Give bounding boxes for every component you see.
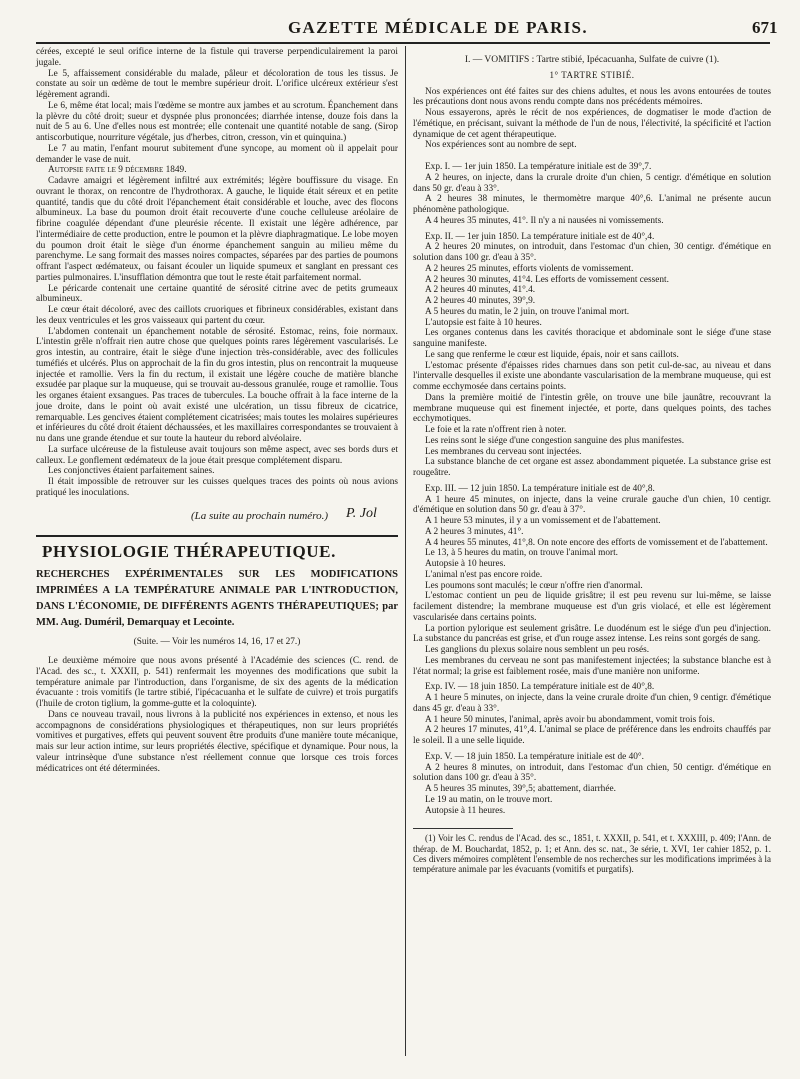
page-header: [0, 0, 800, 44]
experiment-list: [413, 162, 771, 816]
signature: P. Jol: [346, 505, 377, 521]
footnote-rule: [413, 828, 513, 829]
article-subtitle: (Suite. — Voir les numéros 14, 16, 17 et 27.): [133, 637, 301, 648]
right-column: [413, 47, 771, 875]
paragraph: cérées, excepté le seul orifice interne de la fistule qui traverse perpendiculairement la paroi jugale.: [36, 47, 398, 68]
subheading: 1° TARTRE STIBIÉ.: [549, 69, 635, 80]
experiment-line: L'estomac contient un peu de liquide grisâtre; il est peu revenu sur lui-même, se laisse facilement distendre; la membrane muqueuse est d'un gris violacé, et elle est légèrement vascularisée dans certains points.: [413, 591, 771, 623]
column-divider: [405, 46, 406, 1056]
experiment-line: Les membranes du cerveau ne sont pas manifestement injectées; la substance blanche est à l'état normal; la grise est faiblement rosée, mais d'une manière non uniforme.: [413, 655, 771, 677]
experiment-line: A 2 heures 25 minutes, efforts violents de vomissement.: [425, 263, 634, 274]
continuation-row: [36, 507, 398, 527]
experiment-line: A 2 heures 3 minutes, 41°.: [425, 526, 524, 537]
paragraph: Le 6, même état local; mais l'œdème se montre aux jambes et au scrotum. Épanchement dans la plèvre du côté droit; sueur et dyspnée plus prononcées; diarrhée intense, douze fois dans la nuit de 5 au 6. Une d'elles nous est montrée; elle contenait une quantité notable de sang. (Sirop antiscorbutique, nourriture végétale, jus d'herbes, citron, cresson, vin et quinquina.): [36, 100, 398, 143]
experiment-line: Le sang que renferme le cœur est liquide, épais, noir et sans caillots.: [425, 349, 679, 360]
experiment-line: Autopsie à 11 heures.: [425, 805, 506, 816]
experiment-line: A 5 heures du matin, le 2 juin, on trouve l'animal mort.: [425, 306, 630, 317]
experiment-line: Les ganglions du plexus solaire nous semblent un peu rosés.: [425, 645, 650, 655]
experiment-line: A 2 heures 20 minutes, on introduit, dans l'estomac d'un chien, 30 centigr. d'émétique en solution dans 100 gr. d'eau à 35°.: [413, 242, 771, 263]
paragraph: Il était impossible de retrouver sur les cuisses quelques traces des points où nous avions pratiqué les inoculations.: [36, 477, 398, 498]
experiment-line: A 1 heure 5 minutes, on injecte, dans la veine crurale droite d'un chien, 9 centigr. d'émétique dans 45 gr. d'eau à 33°.: [413, 693, 771, 714]
left-column: [36, 47, 398, 774]
experiment-line: A 2 heures 17 minutes, 41°,4. L'animal se place de préférence dans les endroits chauffés par le soleil. Il a une selle liquide.: [413, 725, 771, 746]
experiment-line: A 2 heures 40 minutes, 41°.4.: [425, 285, 536, 296]
paragraph: Nos expériences sont au nombre de sept.: [425, 140, 577, 151]
footnote: [413, 833, 771, 875]
paragraph: Le péricarde contenait une certaine quantité de sérosité citrine avec de petits grumeaux albumineux.: [36, 283, 398, 305]
spacer: [413, 151, 771, 157]
experiment-heading: Exp. II. — 1er juin 1850. La température initiale est de 40°,4.: [425, 231, 655, 242]
experiment-line: Autopsie à 10 heures.: [425, 559, 506, 569]
experiment-line: Le foie et la rate n'offrent rien à noter.: [425, 425, 567, 435]
page-number: 671: [752, 18, 778, 37]
experiment-heading: Exp. III. — 12 juin 1850. La température initiale est de 40°,8.: [425, 483, 655, 494]
experiment-heading: Exp. I. — 1er juin 1850. La température initiale est de 39°,7.: [425, 162, 652, 172]
paragraph: Le 5, affaissement considérable du malade, pâleur et décoloration de tous les tissus. Je constate au soir un œdème de tout le membre supérieur droit. L'orifice ulcéreux extérieur s'est légèrement agrandi.: [36, 68, 398, 100]
experiment-line: A 4 heures 55 minutes, 41°,8. On note encore des efforts de vomissement et de l'abattement.: [425, 537, 768, 548]
experiment-heading: Exp. V. — 18 juin 1850. La température initiale est de 40°.: [425, 751, 644, 762]
experiment-line: A 4 heures 35 minutes, 41°. Il n'y a ni nausées ni vomissements.: [425, 215, 664, 226]
paragraph: Nos expériences ont été faites sur des chiens adultes, et nous les avons entourées de toutes les précautions dont nous avons rendu compte dans nos précédents mémoires.: [413, 86, 771, 108]
article-title: RECHERCHES EXPÉRIMENTALES SUR LES MODIFICATIONS IMPRIMÉES A LA TEMPÉRATURE ANIMALE PAR L'INTRODUCTION, DANS L'ÉCONOMIE, DE DIFFÉRENTS AGENTS THÉRAPEUTIQUES; par MM. Aug. Duméril, Demarquay et Lecointe.: [36, 569, 398, 629]
experiment-line: Le 13, à 5 heures du matin, on trouve l'animal mort.: [425, 548, 618, 559]
experiment-line: L'autopsie est faite à 10 heures.: [425, 317, 542, 328]
experiment-line: A 2 heures, on injecte, dans la crurale droite d'un chien, 5 centigr. d'émétique en solution dans 50 gr. d'eau à 33°.: [413, 172, 771, 194]
paragraph: L'abdomen contenait un épanchement notable de sérosité. Estomac, reins, foie normaux. L'intestin grêle n'offrait rien autre chose que quelques points rares légèrement vascularisés. Le gros intestin, au contraire, était le siège d'une injection très-considérable, avec des follicules tuméfiés et ulcérés. Plus on approchait de la fin du gros intestin, plus on rencontrait la muqueuse injectée et ramollie. Vers la fin du rectum, il existait une légère couche de matière blanche exsudée par plaque sur la muqueuse, qui se trouvait au-dessous granulée, rouge et ramollie. Tous les organes étaient exsangues. Pas traces de tubercules. La bouche offrait à la face interne de la joue droite, dans le point où avait existé une ulcération, un tissu fibreux de cicatrice, remarquable. Les gencives étaient complétement cicatrisées; mais toutes les molaires supérieures et inférieures du côté droit étaient déchaussées, et les maxillaires correspondantes se trouvaient à nu dans une grande étendue et sur toute la hauteur du rebord alvéolaire.: [36, 326, 398, 444]
paragraph: Les conjonctives étaient parfaitement saines.: [48, 466, 215, 477]
experiment-line: Les membranes du cerveau sont injectées.: [425, 446, 582, 457]
experiment-line: Les poumons sont maculés; le cœur n'offre rien d'anormal.: [425, 580, 643, 591]
experiment-line: A 1 heure 50 minutes, l'animal, après avoir bu abondamment, vomit trois fois.: [425, 714, 715, 725]
paragraph: Le 7 au matin, l'enfant mourut subitement d'une syncope, au moment où il appelait pour demander le vase de nuit.: [36, 143, 398, 165]
experiment-heading: Exp. IV. — 18 juin 1850. La température initiale est de 40°,8.: [425, 682, 655, 693]
section-rule: [36, 535, 398, 537]
footnote-text: (1) Voir les C. rendus de l'Acad. des sc., 1851, t. XXXII, p. 541, et t. XXXIII, p. 409; l'Ann. de thérap. de M. Bouchardat, 1852, p. 1; et Ann. des sc. nat., 3e série, t. XVI, 1er cahier 1852, p. 1. Ces divers mémoires complètent l'ensemble de nos recherches sur les modifications imprimées à la température animale par les évacuants (vomitifs et purgatifs).: [413, 833, 771, 875]
experiment-line: A 2 heures 30 minutes, 41°4. Les efforts de vomissement cessent.: [425, 274, 669, 285]
autopsy-heading: Autopsie faite le 9 décembre 1849.: [48, 165, 187, 176]
section-heading: I. — VOMITIFS : Tartre stibié, Ipécacuanha, Sulfate de cuivre (1).: [464, 55, 720, 65]
experiment-line: A 1 heure 53 minutes, il y a un vomissement et de l'abattement.: [425, 516, 661, 526]
paragraph: Nous essayerons, après le récit de nos expériences, de dogmatiser le mode d'action de l'émétique, en précisant, suivant la méthode de l'un de nous, l'électivité, la spécificité et l'action dynamique de cet agent thérapeutique.: [413, 108, 771, 140]
paragraph: La surface ulcéreuse de la fistuleuse avait toujours son même aspect, avec ses bords durs et calleux. Le gonflement œdémateux de la joue était presque complétement disparu.: [36, 444, 398, 466]
experiment-line: A 2 heures 40 minutes, 39°,9.: [425, 296, 536, 306]
journal-title: GAZETTE MÉDICALE DE PARIS.: [288, 18, 588, 37]
experiment-line: A 5 heures 35 minutes, 39°,5; abattement, diarrhée.: [425, 784, 616, 794]
experiment-line: Les organes contenus dans les cavités thoracique et abdominale sont le siége d'une stase sanguine manifeste.: [413, 328, 771, 349]
experiment-line: La portion pylorique est seulement grisâtre. Le duodénum est le siége d'un peu d'injection. La substance du pancréas est grise, et d'un rouge assez intense. Les reins sont gorgés de sang.: [413, 623, 771, 645]
experiment-line: Dans la première moitié de l'intestin grêle, on trouve une bile jaunâtre, recouvrant la membrane muqueuse qui est finement injectée, et porte, dans quelques points, des taches ecchymotiques.: [413, 392, 771, 425]
experiment-line: L'estomac présente d'épaisses rides charnues dans son petit cul-de-sac, au niveau et dans l'intervalle desquelles il existe une abondante vascularisation de la membrane muqueuse, qui est comme ecchymosée dans certains points.: [413, 360, 771, 392]
section-title: PHYSIOLOGIE THÉRAPEUTIQUE.: [42, 541, 336, 561]
paragraph: Le cœur était décoloré, avec des caillots cruoriques et fibrineux considérables, existant dans les deux ventricules et les gros vaisseaux qui partent du cœur.: [36, 305, 398, 326]
header-rule: [36, 42, 770, 44]
experiment-line: Les reins sont le siége d'une congestion sanguine des plus manifestes.: [425, 435, 685, 446]
experiment-line: A 2 heures 38 minutes, le thermomètre marque 40°,6. L'animal ne présente aucun phénomène pathologique.: [413, 194, 771, 215]
experiment-line: Le 19 au matin, on le trouve mort.: [425, 794, 553, 805]
experiment-line: L'animal n'est pas encore roide.: [425, 569, 543, 580]
experiment-line: A 1 heure 45 minutes, on injecte, dans la veine crurale gauche d'un chien, 10 centigr. d'émétique en solution dans 50 gr. d'eau à 37°.: [413, 494, 771, 516]
paragraph: Dans ce nouveau travail, nous livrons à la publicité nos expériences in extenso, et nous les accompagnons de considérations physiologiques et thérapeutiques, non sur leurs propriétés vomitives et purgatives, effets qui peuvent souvent être produits d'une manière toute mécanique, mais sur leur action intime, sur leurs propriétés élective, spécifique et dynamique. Pour nous, la valeur intrinsèque d'une substance n'est réellement connue que lorsque ces trois forces médicatrices ont été déterminées.: [36, 709, 398, 774]
continued-note: (La suite au prochain numéro.): [191, 509, 328, 522]
experiment-line: A 2 heures 8 minutes, on introduit, dans l'estomac d'un chien, 50 centigr. d'émétique en solution dans 100 gr. d'eau à 35°.: [413, 762, 771, 784]
paragraph: Le deuxième mémoire que nous avons présenté à l'Académie des sciences (C. rend. de l'Acad. des sc., t. XXXII, p. 541) renfermait les moyennes des modifications que subit la température animale par l'introduction, dans l'organisme, de six des agents de la médication évacuante : trois vomitifs (le tartre stibié, l'ipécacuanha et le sulfate de cuivre) et trois purgatifs (l'huile de croton tiglium, la gomme-gutte et la coloquinte).: [36, 656, 398, 709]
experiment-line: La substance blanche de cet organe est assez abondamment piquetée. La substance grise est rougeâtre.: [413, 457, 771, 478]
paragraph: Cadavre amaigri et légèrement infiltré aux extrémités; légère bouffissure du visage. En ouvrant le thorax, on rencontre de l'hydrothorax. A gauche, le liquide était séreux et en petite quantité, tandis que du côté droit l'épanchement était considérable et louche, avec des flocons albumineux. La base du poumon droit était recouverte d'une couche celluleuse aréolaire de fibrine coagulée dépendant d'une pleurésie récente. Il existait une légère adhérence, par l'intermédiaire de cette production, entre le poumon et la plèvre diaphragmatique. Le lobe moyen du poumon droit était le siège d'un énorme épanchement sanguin au milieu même du parenchyme. Le sang formait des masses noires compactes, séparées par des parties de poumons offrant l'aspect œdémateux, ou faisant écouler un liquide spumeux et sanglant en pressant ces parties pulmonaires. L'insufflation démontra que tout le reste était parfaitement normal.: [36, 176, 398, 283]
